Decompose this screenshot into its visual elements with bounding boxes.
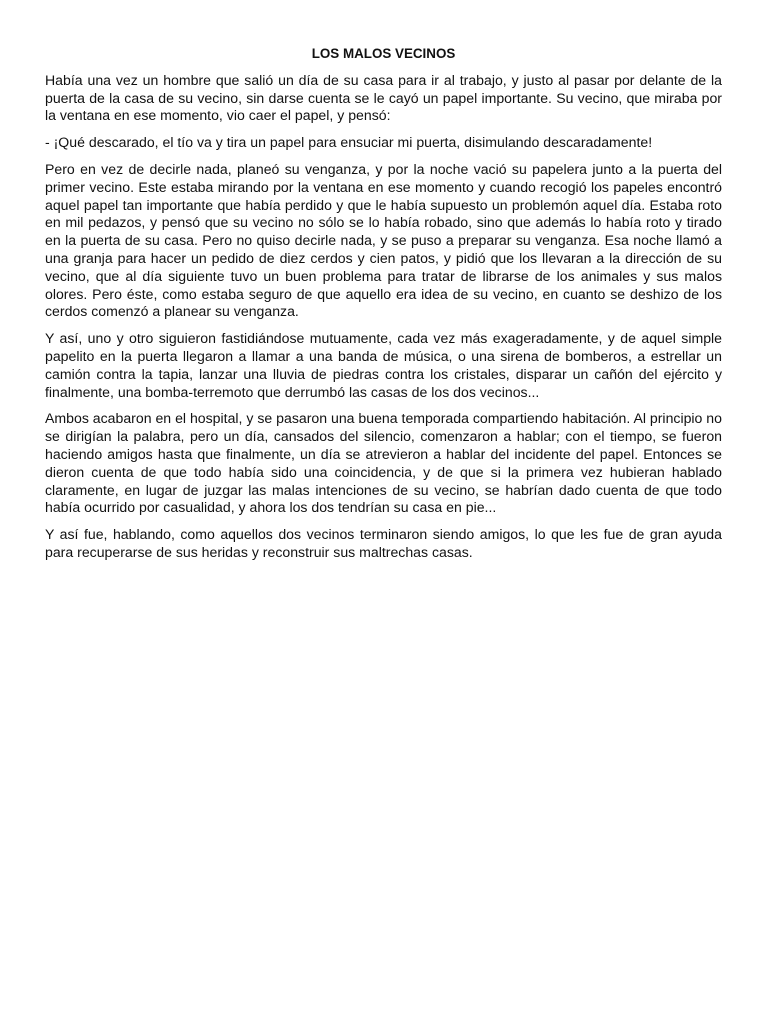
paragraph-4: Y así, uno y otro siguieron fastidiándose mutuamente, cada vez más exageradamente, y de aquel simple papelito en la puerta llegaron a llamar a una banda de música, o una sirena de bomberos, a estrellar un camión contra la tapia, lanzar una lluvia de piedras contra los cristales, disparar un cañón del ejército y finalmente, una bomba-terremoto que derrumbó las casas de los dos vecinos... xyxy=(45,330,722,400)
paragraph-5: Ambos acabaron en el hospital, y se pasaron una buena temporada compartiendo habitación. Al principio no se dirigían la palabra, pero un día, cansados del silencio, comenzaron a hablar; con el tiempo, se fueron haciendo amigos hasta que finalmente, un día se atrevieron a hablar del incidente del papel. Entonces se dieron cuenta de que todo había sido una coincidencia, y de que si la primera vez hubieran hablado claramente, en lugar de juzgar las malas intenciones de su vecino, se habrían dado cuenta de que todo había ocurrido por casualidad, y ahora los dos tendrían su casa en pie... xyxy=(45,410,722,516)
document-title: LOS MALOS VECINOS xyxy=(311,46,456,61)
document-page xyxy=(45,45,722,571)
paragraph-1: Había una vez un hombre que salió un día de su casa para ir al trabajo, y justo al pasar por delante de la puerta de la casa de su vecino, sin darse cuenta se le cayó un papel importante. Su vecino, que miraba por la ventana en ese momento, vio caer el papel, y pensó: xyxy=(45,71,722,124)
paragraph-2: - ¡Qué descarado, el tío va y tira un papel para ensuciar mi puerta, disimulando descaradamente! xyxy=(45,134,653,151)
paragraph-3: Pero en vez de decirle nada, planeó su venganza, y por la noche vació su papelera junto a la puerta del primer vecino. Este estaba mirando por la ventana en ese momento y cuando recogió los papeles encontró aquel papel tan importante que había perdido y que le había supuesto un problemón aquel día. Estaba roto en mil pedazos, y pensó que su vecino no sólo se lo había robado, sino que además lo había roto y tirado en la puerta de su casa. Pero no quiso decirle nada, y se puso a preparar su venganza. Esa noche llamó a una granja para hacer un pedido de diez cerdos y cien patos, y pidió que los llevaran a la dirección de su vecino, que al día siguiente tuvo un buen problema para tratar de librarse de los animales y sus malos olores. Pero éste, como estaba seguro de que aquello era idea de su vecino, en cuanto se deshizo de los cerdos comenzó a planear su venganza. xyxy=(45,160,722,320)
paragraph-6: Y así fue, hablando, como aquellos dos vecinos terminaron siendo amigos, lo que les fue de gran ayuda para recuperarse de sus heridas y reconstruir sus maltrechas casas. xyxy=(45,526,722,560)
